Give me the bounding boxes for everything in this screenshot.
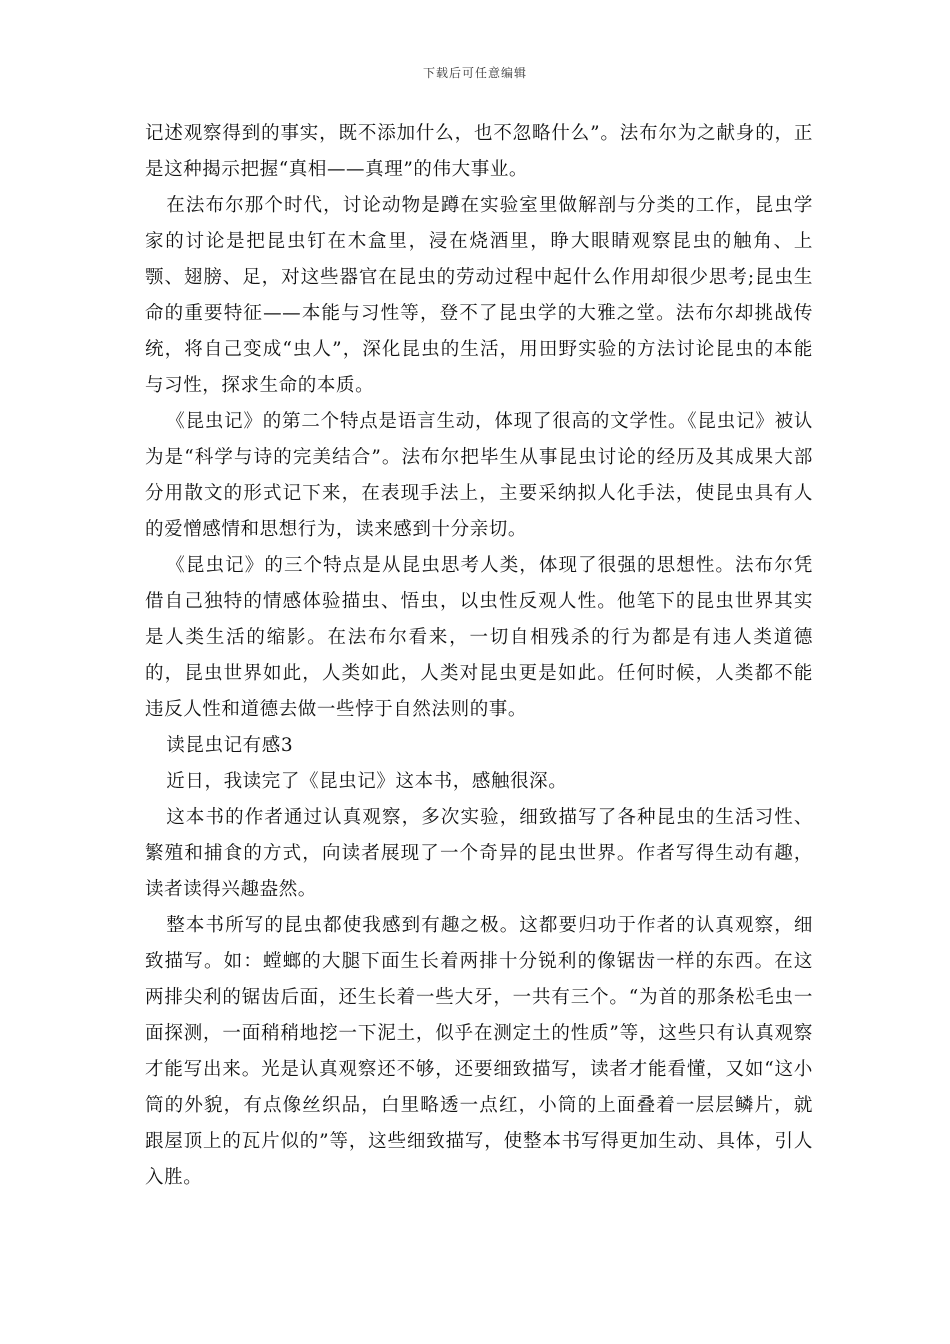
paragraph-intro: 近日，我读完了《昆虫记》这本书，感触很深。 <box>166 771 568 792</box>
paragraph-third-feature: 《昆虫记》的三个特点是从昆虫思考人类，体现了很强的思想性。法布尔凭借自己独特的情感体验描虫、悟虫，以虫性反观人性。他笔下的昆虫世界其实是人类生活的缩影。在法布尔看来，一切自相残杀的行为都是有违人类道德的，昆虫世界如此，人类如此，人类对昆虫更是如此。任何时候，人类都不能违反人性和道德去做一些悖于自然法则的事。 <box>145 555 813 720</box>
paragraph-fabre-era: 在法布尔那个时代，讨论动物是蹲在实验室里做解剖与分类的工作，昆虫学家的讨论是把昆虫钉在木盒里，浸在烧酒里，睁大眼睛观察昆虫的触角、上颚、翅膀、足，对这些器官在昆虫的劳动过程中起什么作用却很少思考;昆虫生命的重要特征——本能与习性等，登不了昆虫学的大雅之堂。法布尔却挑战传统，将自己变成“虫人”，深化昆虫的生活，用田野实验的方法讨论昆虫的本能与习性，探求生命的本质。 <box>145 195 813 396</box>
paragraph-continued: 记述观察得到的事实，既不添加什么，也不忽略什么”。法布尔为之献身的，正是这种揭示把握“真相——真理”的伟大事业。 <box>145 123 813 180</box>
paragraph-second-feature: 《昆虫记》的第二个特点是语言生动，体现了很高的文学性。《昆虫记》被认为是“科学与诗的完美结合”。法布尔把毕生从事昆虫讨论的经历及其成果大部分用散文的形式记下来，在表现手法上，主要采纳拟人化手法，使昆虫具有人的爱憎感情和思想行为，读来感到十分亲切。 <box>145 411 813 540</box>
section-heading: 读昆虫记有感3 <box>166 735 294 756</box>
document-body <box>145 116 813 1196</box>
paragraph-author-observation: 这本书的作者通过认真观察，多次实验，细致描写了各种昆虫的生活习性、繁殖和捕食的方式，向读者展现了一个奇异的昆虫世界。作者写得生动有趣，读者读得兴趣盎然。 <box>145 807 813 900</box>
paragraph-detailed-description: 整本书所写的昆虫都使我感到有趣之极。这都要归功于作者的认真观察，细致描写。如：螳螂的大腿下面生长着两排十分锐利的像锯齿一样的东西。在这两排尖利的锯齿后面，还生长着一些大牙，一共有三个。“为首的那条松毛虫一面探测，一面稍稍地挖一下泥土，似乎在测定土的性质”等，这些只有认真观察才能写出来。光是认真观察还不够，还要细致描写，读者才能看懂，又如“这小筒的外貌，有点像丝织品，白里略透一点红，小筒的上面叠着一层层鳞片，就跟屋顶上的瓦片似的”等，这些细致描写，使整本书写得更加生动、具体，引人入胜。 <box>145 915 813 1188</box>
page-header: 下载后可任意编辑 <box>422 66 527 80</box>
